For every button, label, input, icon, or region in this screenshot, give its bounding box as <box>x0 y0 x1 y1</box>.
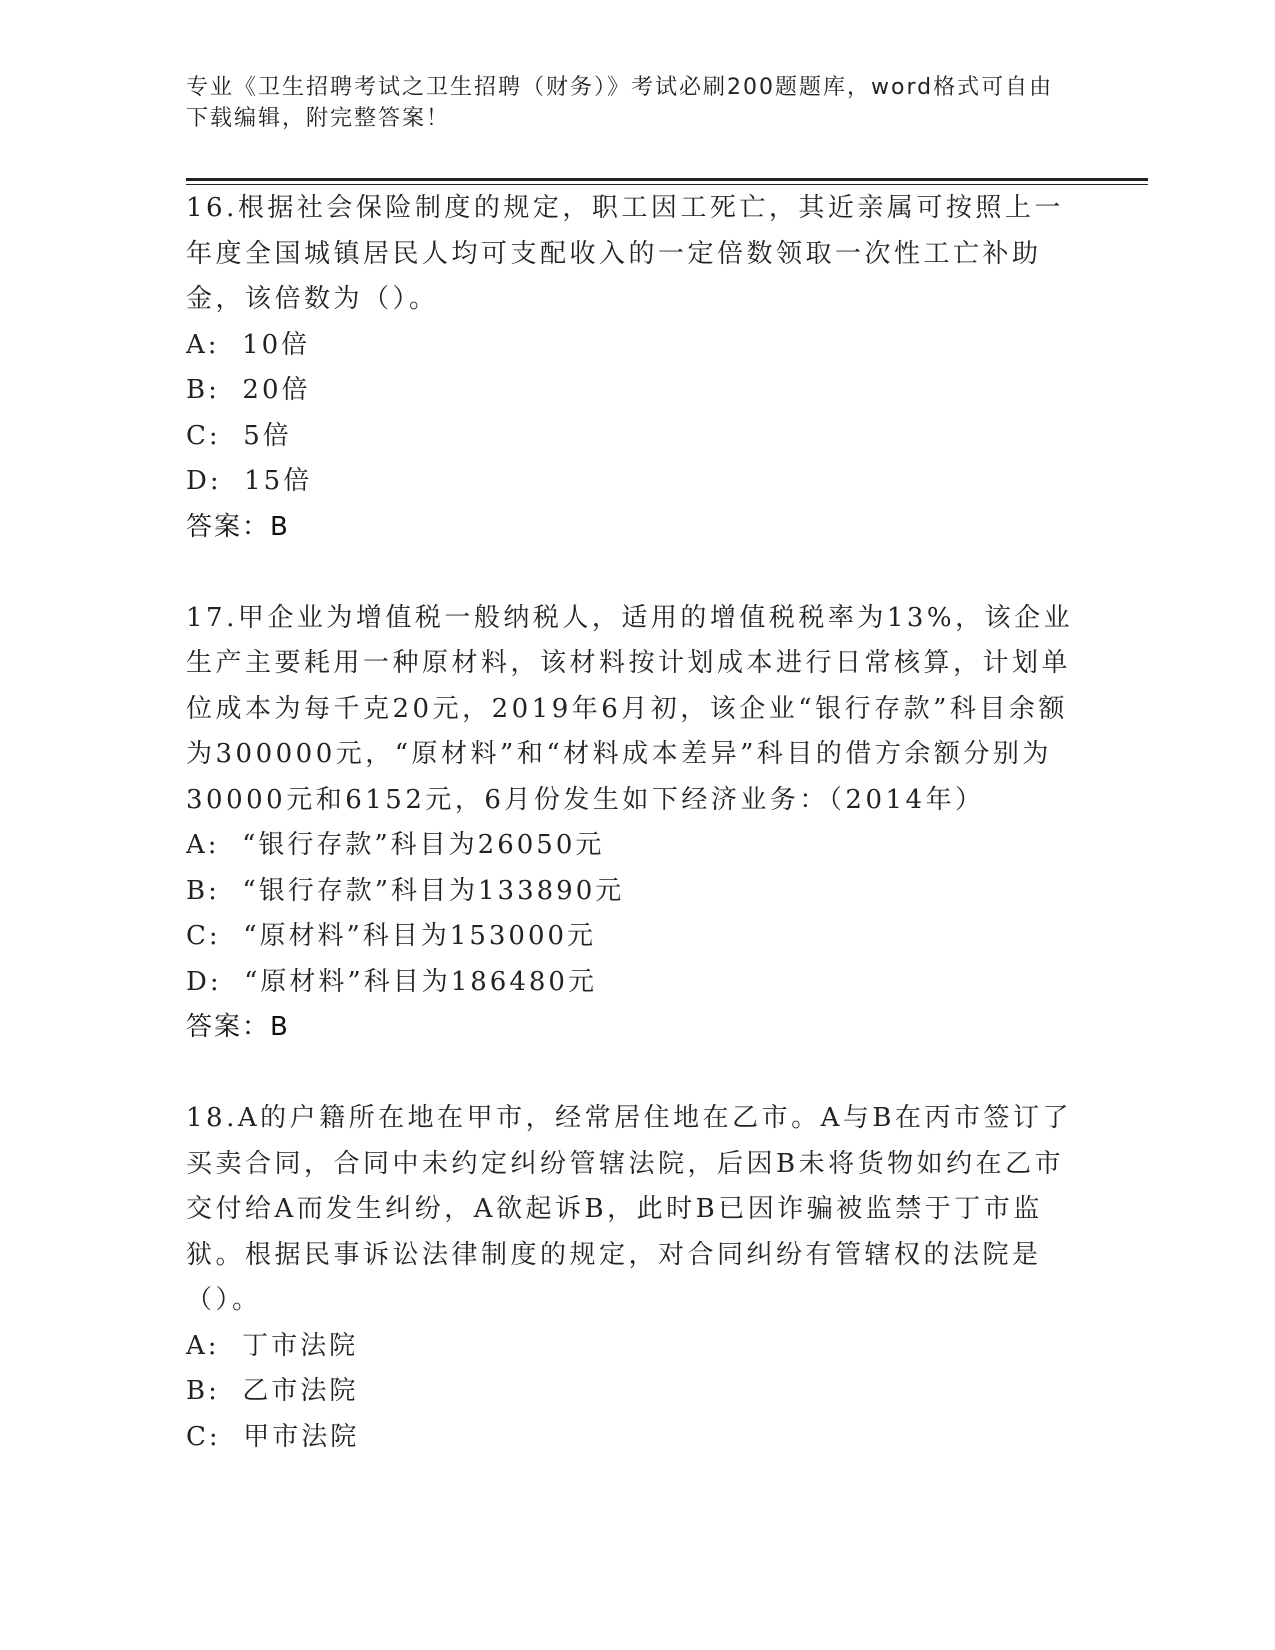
option-label: C: <box>186 1421 221 1452</box>
option-d <box>186 459 1086 505</box>
option-text: 甲市法院 <box>243 1421 360 1452</box>
option-b <box>186 1369 1086 1415</box>
spacer <box>186 1051 1086 1097</box>
option-label: C: <box>186 921 221 951</box>
option-text: “银行存款”科目为26050元 <box>242 830 605 860</box>
question-18 <box>186 1096 1086 1460</box>
question-text: 17.甲企业为增值税一般纳税人，适用的增值税税率为13%，该企业生产主要耗用一种原材料，该材料按计划成本进行日常核算，计划单位成本为每千克20元，2019年6月初，该企业“银行存款”科目余额为300000元，“原材料”和“材料成本差异”科目的借方余额分别为30000元和6152元，6月份发生如下经济业务：（2014年） <box>186 602 1074 815</box>
option-label: C: <box>186 420 221 451</box>
option-label: A: <box>186 830 220 860</box>
option-label: D: <box>186 966 222 997</box>
option-a <box>186 1324 1086 1370</box>
option-text: “原材料”科目为186480元 <box>244 966 597 997</box>
option-text: “银行存款”科目为133890元 <box>242 875 625 906</box>
option-label: B: <box>186 375 220 405</box>
header-rule-thin <box>186 184 1148 185</box>
option-label: B: <box>186 875 220 906</box>
option-b <box>186 869 1086 915</box>
header-rule-thick <box>186 178 1148 181</box>
option-label: A: <box>186 1330 220 1361</box>
option-text: “原材料”科目为153000元 <box>243 921 597 951</box>
question-16 <box>186 186 1086 550</box>
option-label: D: <box>186 466 222 496</box>
option-label: A: <box>186 329 220 360</box>
spacer <box>186 550 1086 596</box>
option-text: 15倍 <box>244 466 313 496</box>
question-list <box>186 186 1086 1460</box>
answer: 答案：B <box>186 1012 290 1042</box>
option-label: B: <box>186 1376 220 1406</box>
question-text: 18.A的户籍所在地在甲市，经常居住地在乙市。A与B在丙市签订了买卖合同，合同中未约定纠纷管辖法院，后因B未将货物如约在乙市交付给A而发生纠纷，A欲起诉B，此时B已因诈骗被监禁于丁市监狱。根据民事诉讼法律制度的规定，对合同纠纷有管辖权的法院是（）。 <box>186 1103 1073 1315</box>
question-17 <box>186 596 1086 1051</box>
document-header: 专业《卫生招聘考试之卫生招聘（财务）》考试必刷200题题库，word格式可自由下载编辑，附完整答案！ <box>186 75 1054 131</box>
option-a <box>186 823 1086 869</box>
option-text: 5倍 <box>243 420 292 451</box>
question-text: 16.根据社会保险制度的规定，职工因工死亡，其近亲属可按照上一年度全国城镇居民人均可支配收入的一定倍数领取一次性工亡补助金，该倍数为（）。 <box>186 193 1064 314</box>
option-text: 乙市法院 <box>242 1376 359 1406</box>
option-c <box>186 1415 1086 1461</box>
answer: 答案：B <box>186 511 290 542</box>
option-text: 20倍 <box>242 375 311 405</box>
option-c <box>186 414 1086 460</box>
option-c <box>186 914 1086 960</box>
option-text: 丁市法院 <box>242 1330 359 1361</box>
option-a <box>186 323 1086 369</box>
option-d <box>186 960 1086 1006</box>
option-b <box>186 368 1086 414</box>
option-text: 10倍 <box>242 329 311 360</box>
